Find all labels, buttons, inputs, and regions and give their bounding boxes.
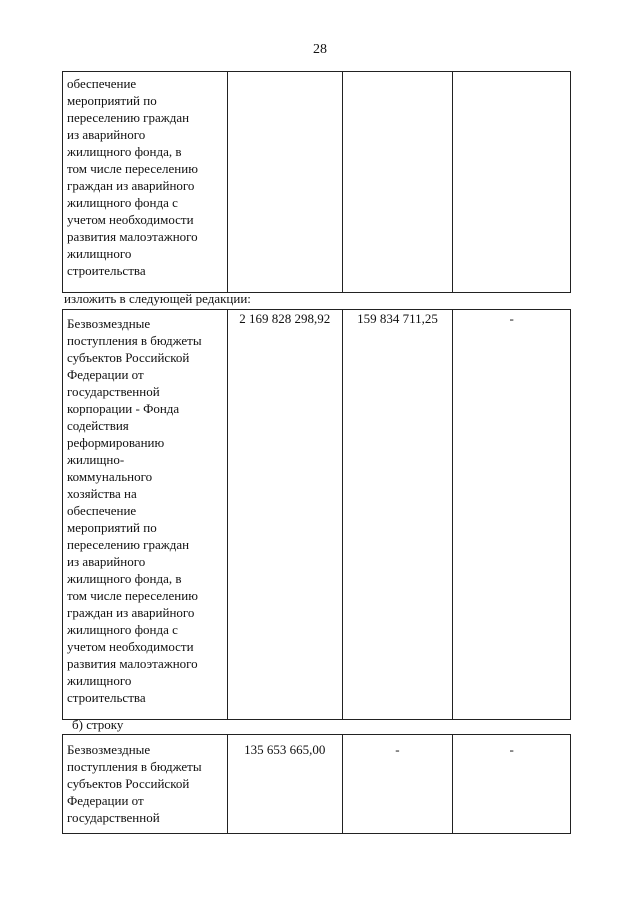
table-row (63, 310, 571, 720)
amount-cell-2 (342, 72, 453, 293)
table-new-edition (62, 309, 571, 720)
row-description: обеспечение мероприятий по переселению граждан из аварийного жилищного фонда, в том числе переселению граждан из аварийного жилищного фонда с учетом необходимости развития малоэтажного жилищного строительства (63, 72, 228, 293)
table-row (63, 72, 571, 293)
table-row (63, 735, 571, 834)
amount-cell-1: 135 653 665,00 (227, 735, 342, 834)
table-continued-row (62, 71, 571, 293)
amount-cell-2: - (342, 735, 453, 834)
amount-cell-2: 159 834 711,25 (342, 310, 453, 720)
row-description: Безвозмездные поступления в бюджеты субъектов Российской Федерации от государственной корпорации - Фонда содействия реформированию жилищно- коммунального хозяйства на обеспечение мероприятий по переселению граждан из аварийного жилищного фонда, в том числе переселению граждан из аварийного жилищного фонда с учетом необходимости развития малоэтажного жилищного строительства (63, 310, 228, 720)
amount-cell-1 (227, 72, 342, 293)
section-label: б) строку (72, 717, 124, 732)
amount-cell-3 (453, 72, 571, 293)
page-number: 28 (313, 42, 327, 57)
row-description: Безвозмездные поступления в бюджеты субъектов Российской Федерации от государственной (63, 735, 228, 834)
amount-cell-3: - (453, 310, 571, 720)
amount-cell-1: 2 169 828 298,92 (227, 310, 342, 720)
amount-cell-3: - (453, 735, 571, 834)
instruction-text: изложить в следующей редакции: (64, 291, 251, 306)
table-row-b (62, 734, 571, 834)
